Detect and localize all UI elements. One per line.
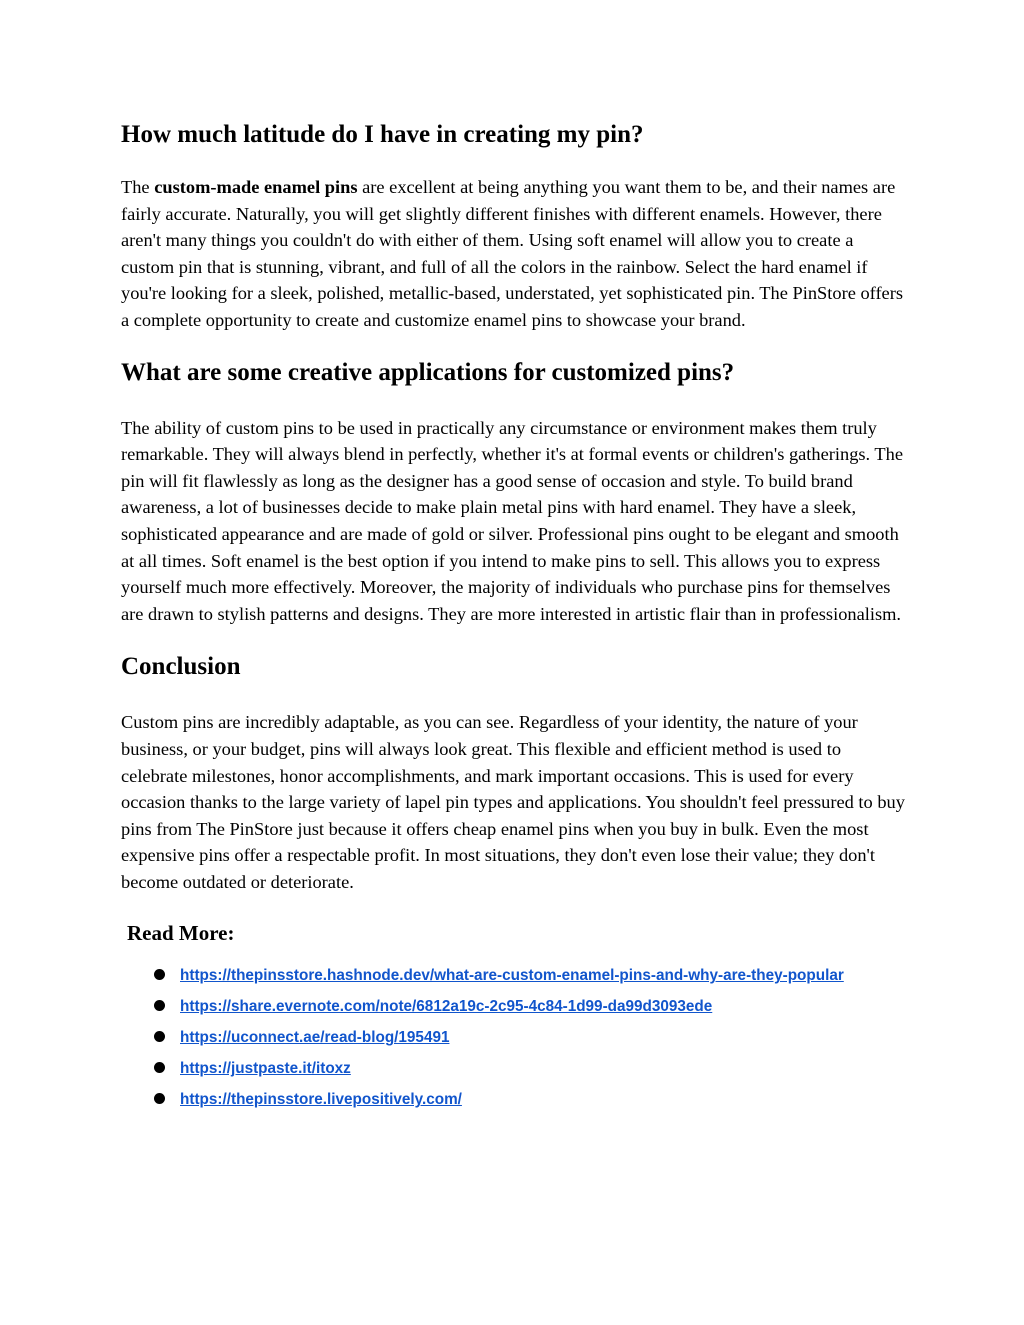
section-heading-conclusion: Conclusion bbox=[121, 653, 241, 681]
section-paragraph-latitude bbox=[121, 174, 905, 334]
read-more-link-list bbox=[121, 964, 905, 1111]
list-item bbox=[121, 995, 905, 1018]
section-paragraph-applications: The ability of custom pins to be used in practically any circumstance or environment makes them truly remarkable. They will always blend in perfectly, whether it's at formal events or children's gatherings. The pin will fit flawlessly as long as the designer has a good sense of occasion and style. To build brand awareness, a lot of businesses decide to make plain metal pins with hard enamel. They have a sleek, sophisticated appearance and are made of gold or silver. Professional pins ought to be elegant and smooth at all times. Soft enamel is the best option if you intend to make pins to sell. This allows you to express yourself much more effectively. Moreover, the majority of individuals who purchase pins for themselves are drawn to stylish patterns and designs. They are more interested in artistic flair than in professionalism. bbox=[121, 417, 904, 624]
paragraph-text-rest: are excellent at being anything you want them to be, and their names are fairly accurate. Naturally, you will get slightly different finishes with different enamels. However, there aren't many things you couldn't do with either of them. Using soft enamel will allow you to create a custom pin that is stunning, vibrant, and full of all the colors in the rainbow. Select the hard enamel if you're looking for a sleek, polished, metallic-based, understated, yet sophisticated pin. The PinStore offers a complete opportunity to create and customize enamel pins to showcase your brand. bbox=[121, 177, 904, 330]
bullet-icon bbox=[154, 1062, 165, 1073]
section-paragraph-conclusion: Custom pins are incredibly adaptable, as you can see. Regardless of your identity, the nature of your business, or your budget, pins will always look great. This flexible and efficient method is used to celebrate milestones, honor accomplishments, and mark important occasions. This is used for every occasion thanks to the large variety of lapel pin types and applications. You shouldn't feel pressured to buy pins from The PinStore just because it offers cheap enamel pins when you buy in bulk. Even the most expensive pins offer a respectable profit. In most situations, they don't even lose their value; they don't become outdated or deteriorate. bbox=[121, 712, 905, 892]
read-more-link-justpaste[interactable]: https://justpaste.it/itoxz bbox=[180, 1060, 351, 1078]
bullet-icon bbox=[154, 1000, 165, 1011]
document-page bbox=[121, 118, 905, 1119]
bullet-icon bbox=[154, 969, 165, 980]
read-more-link-evernote[interactable]: https://share.evernote.com/note/6812a19c-2c95-4c84-1d99-da99d3093ede bbox=[180, 998, 713, 1016]
list-item bbox=[121, 1088, 905, 1111]
section-heading-latitude: How much latitude do I have in creating my pin? bbox=[121, 121, 644, 148]
bullet-icon bbox=[154, 1031, 165, 1042]
paragraph-text-start: The bbox=[121, 177, 155, 197]
list-item bbox=[121, 1026, 905, 1049]
read-more-heading: Read More: bbox=[127, 921, 235, 946]
section-heading-applications: What are some creative applications for customized pins? bbox=[121, 358, 735, 386]
bold-phrase-custom-made-enamel-pins: custom-made enamel pins bbox=[154, 177, 358, 197]
list-item bbox=[121, 964, 905, 987]
bullet-icon bbox=[154, 1093, 165, 1104]
list-item bbox=[121, 1057, 905, 1080]
read-more-link-uconnect[interactable]: https://uconnect.ae/read-blog/195491 bbox=[180, 1029, 450, 1047]
read-more-link-livepositively[interactable]: https://thepinsstore.livepositively.com/ bbox=[180, 1091, 462, 1109]
read-more-link-hashnode[interactable]: https://thepinsstore.hashnode.dev/what-are-custom-enamel-pins-and-why-are-they-popular bbox=[180, 967, 844, 985]
